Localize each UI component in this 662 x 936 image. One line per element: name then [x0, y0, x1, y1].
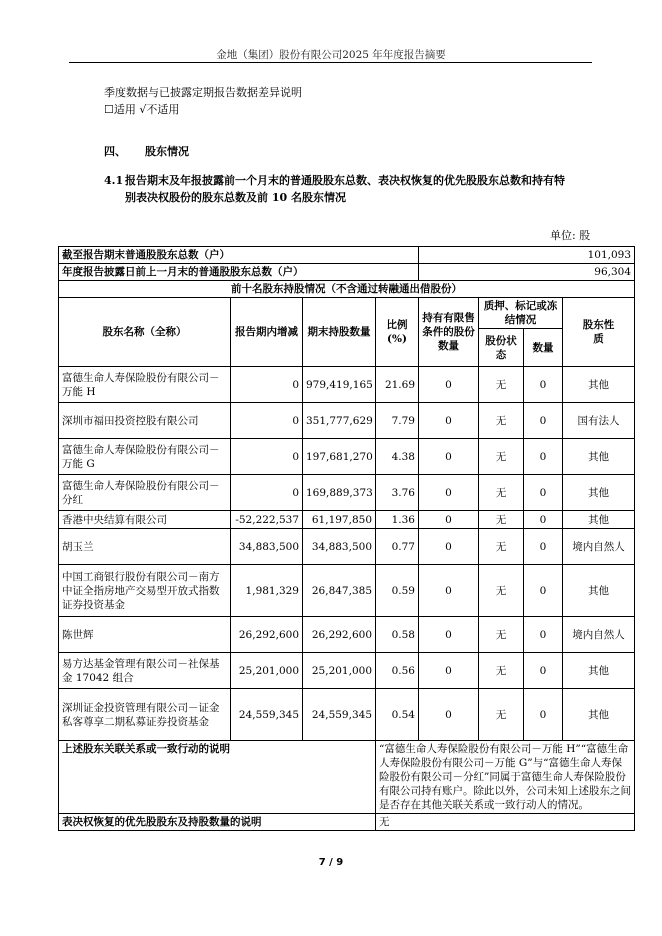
preferred-row: [59, 814, 635, 831]
table-caption-row: [59, 281, 635, 298]
holder-ratio: 7.79: [376, 403, 419, 439]
holder-nature: 其他: [563, 653, 635, 689]
holder-status: 无: [479, 617, 524, 653]
holder-name: 中国工商银行股份有限公司－南方中证全指房地产交易型开放式指数证券投资基金: [59, 565, 231, 617]
holder-restricted: 0: [419, 565, 479, 617]
subsection-number: 4.1: [104, 174, 124, 187]
table-row: [59, 439, 635, 475]
holder-change: 26,292,600: [231, 617, 303, 653]
holder-ratio: 0.77: [376, 529, 419, 565]
quarterly-note: 季度数据与已披露定期报告数据差异说明: [104, 86, 302, 99]
holder-qty: 0: [524, 653, 563, 689]
holder-nature: 境内自然人: [563, 529, 635, 565]
holder-ratio: 0.58: [376, 617, 419, 653]
holder-qty: 0: [524, 439, 563, 475]
holder-shares: 24,559,345: [303, 689, 376, 741]
header-divider: [69, 62, 592, 63]
holder-status: 无: [479, 689, 524, 741]
related-label: 上述股东关联关系或一致行动的说明: [59, 741, 376, 814]
subsection-title-line1: 报告期末及年报披露前一个月末的普通股股东总数、表决权恢复的优先股股东总数和持有特: [125, 174, 565, 187]
holder-qty: 0: [524, 403, 563, 439]
header-ratio: 比例(%): [376, 298, 419, 367]
holder-change: 0: [231, 475, 303, 511]
holder-status: 无: [479, 367, 524, 403]
holder-restricted: 0: [419, 689, 479, 741]
holder-name: 富德生命人寿保险股份有限公司－万能 G: [59, 439, 231, 475]
section-title: 股东情况: [145, 145, 189, 158]
holder-nature: 其他: [563, 565, 635, 617]
holder-shares: 25,201,000: [303, 653, 376, 689]
summary-label: 年度报告披露日前上一月末的普通股股东总数（户）: [59, 264, 419, 281]
holder-change: 25,201,000: [231, 653, 303, 689]
holder-nature: 国有法人: [563, 403, 635, 439]
table-caption: 前十名股东持股情况（不含通过转融通出借股份）: [59, 281, 635, 298]
page-header: 金地（集团）股份有限公司2025 年年度报告摘要: [216, 49, 446, 61]
holder-nature: 其他: [563, 511, 635, 529]
holder-restricted: 0: [419, 529, 479, 565]
holder-restricted: 0: [419, 475, 479, 511]
preferred-label: 表决权恢复的优先股股东及持股数量的说明: [59, 814, 376, 831]
holder-restricted: 0: [419, 617, 479, 653]
holder-name: 香港中央结算有限公司: [59, 511, 231, 529]
shareholder-table: [58, 246, 635, 831]
holder-qty: 0: [524, 689, 563, 741]
table-row: [59, 653, 635, 689]
section-number: 四、: [104, 145, 126, 158]
holder-change: 0: [231, 439, 303, 475]
holder-qty: 0: [524, 367, 563, 403]
holder-status: 无: [479, 439, 524, 475]
holder-restricted: 0: [419, 511, 479, 529]
holder-ratio: 0.54: [376, 689, 419, 741]
holder-ratio: 0.56: [376, 653, 419, 689]
table-row: [59, 403, 635, 439]
holder-name: 富德生命人寿保险股份有限公司－分红: [59, 475, 231, 511]
holder-status: 无: [479, 565, 524, 617]
holder-status: 无: [479, 403, 524, 439]
holder-name: 深圳证金投资管理有限公司－证金私客尊享二期私募证券投资基金: [59, 689, 231, 741]
header-pledge-group: 质押、标记或冻结情况: [479, 298, 563, 329]
holder-change: 34,883,500: [231, 529, 303, 565]
applicability-options: ☐适用 √不适用: [104, 103, 180, 116]
holder-shares: 61,197,850: [303, 511, 376, 529]
page-number: 7 / 9: [318, 857, 344, 868]
table-row: [59, 617, 635, 653]
related-parties-row: [59, 741, 635, 814]
holder-shares: 197,681,270: [303, 439, 376, 475]
subsection-title-line2: 别表决权股份的股东总数及前 10 名股东情况: [125, 191, 346, 204]
holder-status: 无: [479, 511, 524, 529]
holder-restricted: 0: [419, 653, 479, 689]
unit-label: 单位: 股: [550, 229, 591, 242]
holder-restricted: 0: [419, 367, 479, 403]
summary-value: 101,093: [419, 247, 635, 264]
holder-status: 无: [479, 475, 524, 511]
holder-ratio: 0.59: [376, 565, 419, 617]
summary-row: [59, 264, 635, 281]
holder-nature: 其他: [563, 439, 635, 475]
holder-change: 0: [231, 367, 303, 403]
holder-shares: 169,889,373: [303, 475, 376, 511]
holder-name: 陈世辉: [59, 617, 231, 653]
header-nature: 股东性质: [563, 298, 635, 367]
holder-qty: 0: [524, 565, 563, 617]
header-restricted: 持有有限售条件的股份数量: [419, 298, 479, 367]
holder-qty: 0: [524, 617, 563, 653]
holder-ratio: 21.69: [376, 367, 419, 403]
holder-change: 0: [231, 403, 303, 439]
summary-value: 96,304: [419, 264, 635, 281]
holder-restricted: 0: [419, 403, 479, 439]
holder-qty: 0: [524, 529, 563, 565]
related-text: “富德生命人寿保险股份有限公司－万能 H”“富德生命人寿保险股份有限公司－万能 G”与“富德生命人寿保险股份有限公司－分红”同属于富德生命人寿保险股份有限公司持有账户。除此以外，公司未知上述股东之间是否存在其他关联关系或一致行动人的情况。: [376, 741, 635, 814]
holder-nature: 其他: [563, 689, 635, 741]
table-row: [59, 475, 635, 511]
preferred-text: 无: [376, 814, 635, 831]
holder-ratio: 4.38: [376, 439, 419, 475]
holder-nature: 其他: [563, 367, 635, 403]
header-name: 股东名称（全称）: [59, 298, 231, 367]
holder-name: 胡玉兰: [59, 529, 231, 565]
holder-shares: 26,847,385: [303, 565, 376, 617]
holder-change: 24,559,345: [231, 689, 303, 741]
holder-name: 富德生命人寿保险股份有限公司－万能 H: [59, 367, 231, 403]
header-change: 报告期内增减: [231, 298, 303, 367]
holder-shares: 351,777,629: [303, 403, 376, 439]
table-row: [59, 689, 635, 741]
summary-label: 截至报告期末普通股股东总数（户）: [59, 247, 419, 264]
holder-qty: 0: [524, 511, 563, 529]
header-pledge-status: 股份状态: [479, 329, 524, 367]
table-row: [59, 511, 635, 529]
table-row: [59, 565, 635, 617]
holder-ratio: 1.36: [376, 511, 419, 529]
holder-ratio: 3.76: [376, 475, 419, 511]
holder-name: 易方达基金管理有限公司－社保基金 17042 组合: [59, 653, 231, 689]
holder-change: -52,222,537: [231, 511, 303, 529]
holder-status: 无: [479, 653, 524, 689]
holder-shares: 34,883,500: [303, 529, 376, 565]
summary-row: [59, 247, 635, 264]
holder-nature: 境内自然人: [563, 617, 635, 653]
holder-name: 深圳市福田投资控股有限公司: [59, 403, 231, 439]
holder-qty: 0: [524, 475, 563, 511]
header-pledge-qty: 数量: [524, 329, 563, 367]
holder-shares: 26,292,600: [303, 617, 376, 653]
header-shares: 期末持股数量: [303, 298, 376, 367]
holder-shares: 979,419,165: [303, 367, 376, 403]
table-row: [59, 529, 635, 565]
holder-nature: 其他: [563, 475, 635, 511]
holder-change: 1,981,329: [231, 565, 303, 617]
table-row: [59, 367, 635, 403]
holder-status: 无: [479, 529, 524, 565]
holder-restricted: 0: [419, 439, 479, 475]
